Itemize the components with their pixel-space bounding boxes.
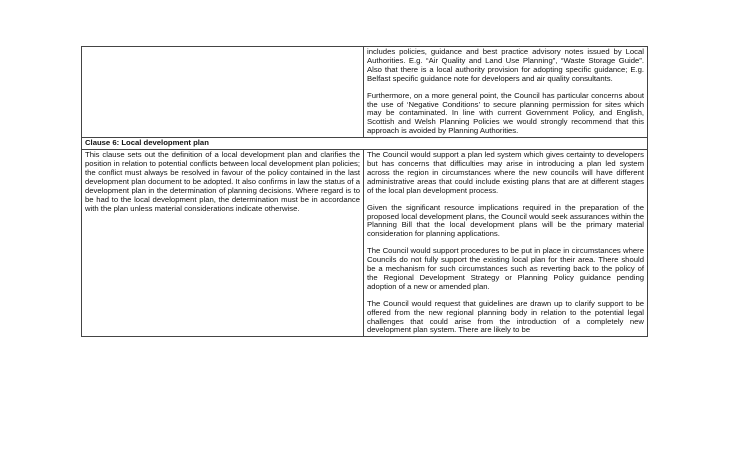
row1-left-cell [82, 47, 364, 138]
row3-right-paragraph: The Council would request that guidelines are drawn up to clarify support to be offered from the new regional planning body in relation to the potential legal challenges that could arise from the introduction of a completely new development plan system. There are likely to be [367, 298, 644, 335]
clause-heading-row [82, 138, 648, 150]
row3-right-paragraph: The Council would support a plan led system which gives certainty to developers but has concerns that difficulties may arise in introducing a plan led system across the region in circumstances where the new councils will have different administrative areas that could include existing plans that are at different stages of the local plan development process. [367, 150, 644, 195]
row1-right-paragraph: Furthermore, on a more general point, the Council has particular concerns about the use of ‘Negative Conditions’ to secure planning permission for sites which may be contaminated. In line with current Government Policy, and English, Scottish and Welsh Planning Policies we would strongly recommend that this approach is avoided by Planning Authorities. [367, 90, 644, 136]
row3-right-paragraph: Given the significant resource implications required in the preparation of the proposed local development plans, the Council would seek assurances within the Planning Bill that the local development plans will be the primary material consideration for planning applications. [367, 202, 644, 239]
clause-heading: Clause 6: Local development plan [82, 138, 648, 150]
row3-left-cell [82, 150, 364, 337]
row1-right-cell [364, 47, 648, 138]
table-row [82, 47, 648, 138]
clause-description: This clause sets out the definition of a local development plan and clarifies the position in relation to potential conflicts between local development plan policies; the conflict must always be resolved in favour of the policy contained in the last development plan document to be adopted. It also confirms in law the status of a development plan in the determination of planning decisions. Where regard is to be had to the local development plan, the determination must be in accordance with the plan unless material considerations indicate otherwise. [85, 150, 360, 213]
consultation-table [81, 46, 648, 337]
row3-right-paragraph: The Council would support procedures to be put in place in circumstances where Councils do not fully support the existing local plan for their area. There should be a mechanism for such circumstances such as reverting back to the policy of the Regional Development Strategy or Planning Policy guidance pending adoption of a new or amended plan. [367, 246, 644, 291]
table-row [82, 150, 648, 337]
row1-right-paragraph: includes policies, guidance and best practice advisory notes issued by Local Authorities. E.g. “Air Quality and Land Use Planning”, “Waste Storage Guide”. Also that there is a local authority provision for adopting specific guidance; E.g. Belfast specific guidance note for developers and air quality consultants. [367, 47, 644, 83]
row3-right-cell [364, 150, 648, 337]
